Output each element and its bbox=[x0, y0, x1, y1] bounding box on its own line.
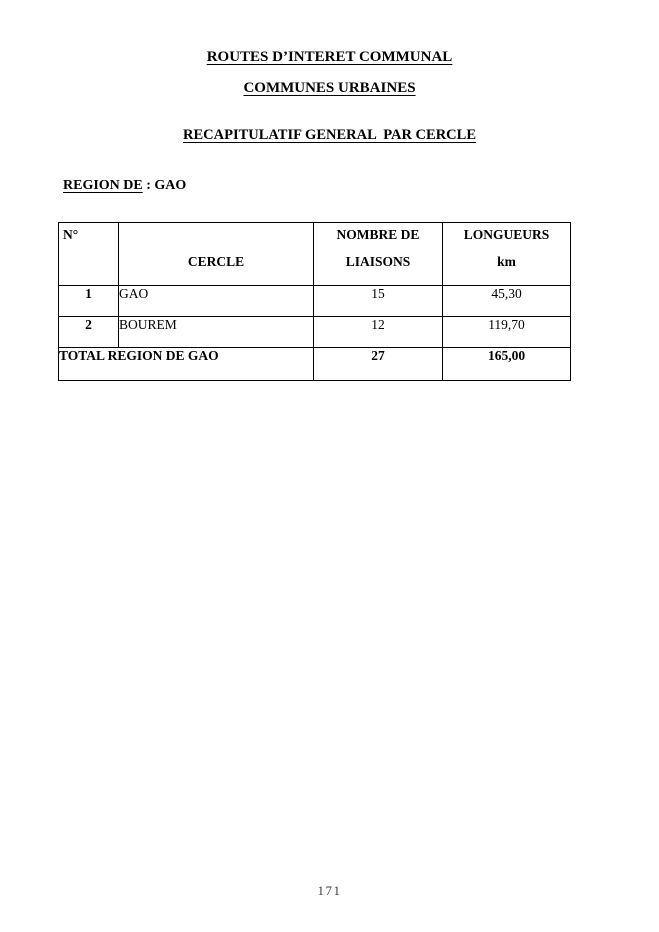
total-label: TOTAL REGION DE GAO bbox=[59, 348, 314, 381]
title-line-2 bbox=[0, 80, 659, 97]
row-liaisons: 12 bbox=[314, 317, 443, 348]
col-header-liaisons-line2: LIAISONS bbox=[345, 254, 411, 269]
col-header-liaisons-line1: NOMBRE DE bbox=[336, 227, 420, 242]
section-heading bbox=[0, 127, 659, 144]
col-header-num-label: N° bbox=[63, 227, 79, 242]
col-header-longueurs bbox=[443, 223, 571, 286]
row-longueur: 45,30 bbox=[443, 286, 571, 317]
col-header-longueurs-line2: km bbox=[497, 254, 516, 269]
row-cercle: GAO bbox=[119, 286, 314, 317]
row-num: 2 bbox=[59, 317, 119, 348]
row-liaisons: 15 bbox=[314, 286, 443, 317]
title-line-1 bbox=[0, 49, 659, 66]
region-line bbox=[63, 178, 186, 194]
title-line-1-text: ROUTES D’INTERET COMMUNAL bbox=[206, 49, 453, 65]
table-header-row bbox=[59, 223, 571, 286]
row-cercle: BOUREM bbox=[119, 317, 314, 348]
region-label: REGION DE bbox=[63, 178, 143, 193]
table-row bbox=[59, 317, 571, 348]
recap-table bbox=[58, 222, 571, 381]
total-liaisons: 27 bbox=[314, 348, 443, 381]
title-line-2-text: COMMUNES URBAINES bbox=[243, 80, 416, 96]
row-longueur: 119,70 bbox=[443, 317, 571, 348]
region-separator: : bbox=[142, 178, 155, 193]
table-row bbox=[59, 286, 571, 317]
col-header-cercle-label: CERCLE bbox=[187, 254, 245, 269]
total-longueur: 165,00 bbox=[443, 348, 571, 381]
row-num: 1 bbox=[59, 286, 119, 317]
col-header-cercle bbox=[119, 223, 314, 286]
col-header-num bbox=[59, 223, 119, 286]
table-total-row bbox=[59, 348, 571, 381]
col-header-longueurs-line1: LONGUEURS bbox=[463, 227, 550, 242]
region-value: GAO bbox=[154, 178, 187, 193]
section-heading-text: RECAPITULATIF GENERAL PAR CERCLE bbox=[183, 127, 476, 143]
col-header-liaisons bbox=[314, 223, 443, 286]
page-number: 171 bbox=[317, 883, 342, 898]
